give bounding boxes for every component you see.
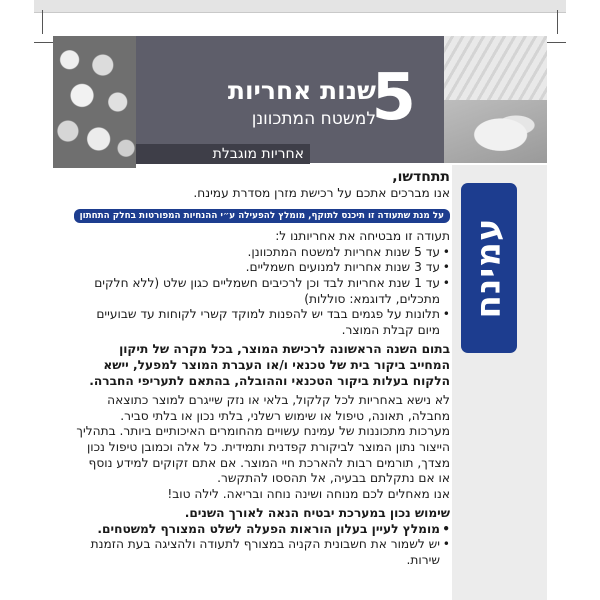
disclaimer-text: לא נישא באחריות לכל קלקול, בלאי או נזק שייגרם למוצר כתוצאה מחבלה, תאונה, טיפול או שימוש רשלני, בלתי נכון או בלתי סביר. מערכות מתכוננות של עמינח עשויים מהחומרים האיכותיים ביותר. בתהליך הייצור נתון המוצר לביקורת קפדנית ותמידית. כל אלה וכמובן טיפול נכון מצדך, תורמים רבות להארכת חיי המוצר. אם אתם זקוקים למידע נוסף או אם נתקלתם בבעיה, אל תהססו להתקשר. xyxy=(76,393,450,486)
warranty-text xyxy=(76,170,450,569)
first-year-terms: בתום השנה הראשונה לרכישת המוצר, בכל מקרה של תיקון המחייב ביקור בית של טכנאי ו/או העברת המוצר למפעל, יישא הלקוח בעלות ביקור הטכנאי וההובלה, בהתאם לתעריפי החברה. xyxy=(89,342,450,388)
crop-mark xyxy=(42,10,43,34)
warranty-years-number: 5 xyxy=(371,61,416,135)
coverage-item: • עד 1 שנת אחריות לבד וכן לרכיבים חשמליים כגון שלט (ללא חלקים מתכלים, לדוגמא: סוללות) xyxy=(76,276,450,307)
usage-heading: שימוש נכון במערכת יבטיח הנאה לאורך השנים. xyxy=(184,506,450,521)
crop-mark xyxy=(547,42,566,43)
mattress-photo xyxy=(444,36,547,100)
usage-item: • מומלץ לעיין בעלון הוראות הפעלה לשלט המצורף למשטחים. xyxy=(76,522,450,538)
coverage-item: • עד 3 שנות אחריות למנועים חשמליים. xyxy=(76,260,450,276)
activation-notice: על מנת שתעודה זו תיכנס לתוקף, מומלץ להפעילה ע״י ההנחיות המפורטות בחלק התחתון xyxy=(74,209,450,223)
coverage-item: • עד 5 שנות אחריות למשטח המתכוונן. xyxy=(76,245,450,261)
brand-logo-text: עמינח xyxy=(469,217,509,319)
wishes-text: אנו מאחלים לכם מנוחה ושינה נוחה ובריאה. לילה טוב! xyxy=(167,486,450,501)
limited-warranty-label: אחריות מוגבלת xyxy=(136,144,310,164)
intro-text: אנו מברכים אתכם על רכישת מזרן מסדרת עמינח. xyxy=(193,185,450,200)
warranty-subtitle: למשטח המתכוונן xyxy=(251,109,376,129)
warranty-title: שנות אחריות xyxy=(227,76,376,105)
flowers-photo xyxy=(53,36,136,168)
top-strip xyxy=(34,0,566,13)
brand-logo xyxy=(461,183,517,353)
crop-mark xyxy=(34,42,54,43)
crop-mark xyxy=(557,10,558,34)
usage-item: • יש לשמור את חשבונית הקניה במצורף לתעודה ולהציגה בעת הזמנת שירות. xyxy=(76,537,450,568)
feet-photo xyxy=(444,100,547,163)
greeting-heading: תתחדשו, xyxy=(392,169,450,185)
coverage-item: • תלונות על פגמים בבד יש להפנות למוקד קשרי לקוחות עד שבועיים מיום קבלת המוצר. xyxy=(76,307,450,338)
coverage-intro: תעודה זו מבטיחה את אחריותנו ל: xyxy=(275,229,450,244)
